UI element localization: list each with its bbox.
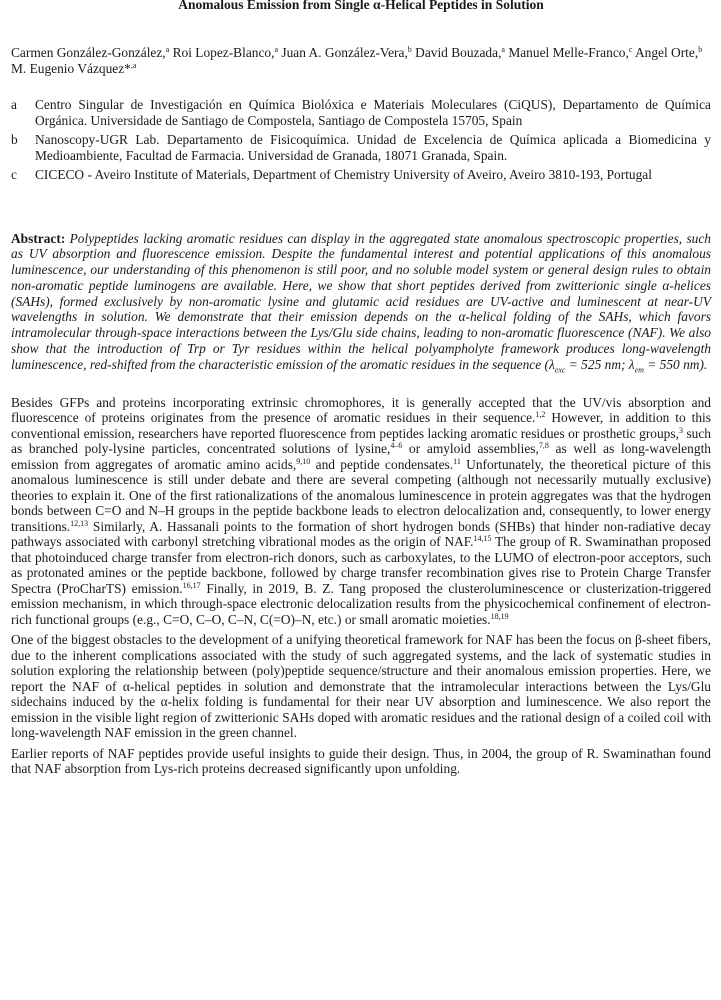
- citation: 18,19: [490, 611, 509, 621]
- citation: 16,17: [182, 580, 201, 590]
- affiliation-item: [11, 97, 711, 128]
- affiliation-label: c: [11, 167, 17, 182]
- affiliation-text: Nanoscopy-UGR Lab. Departamento de Fisicoquímica. Unidad de Excelencia de Química aplicada a Biomedicina y Medioambiente, Facultad de Farmacia. Universidad de Granada, 18071 Granada, Spain.: [35, 132, 711, 163]
- author: M. Eugenio Vázquez*$^{,a}$: [11, 61, 137, 76]
- paragraph-text: Besides GFPs and proteins incorporating extrinsic chromophores, it is generally accepted that the UV/vis absorption and fluorescence of proteins originates from the presence of aromatic residues in their sequence.: [11, 394, 711, 426]
- affiliation-item: [11, 167, 711, 183]
- author-list: [11, 45, 711, 77]
- abstract: Abstract: Polypeptides lacking aromatic residues can display in the aggregated state anomalous spectroscopic properties, such as UV absorption and fluorescence emission. Despite the fundamental interest and potential applications of this anomalous luminescence, our understanding of this phenomenon is still poor, and no soluble model system or general design rules to obtain non-aromatic peptide luminogens are available. Here, we show that short peptides derived from zwitterionic single α-helices (SAHs), formed exclusively by non-aromatic lysine and glutamic acid residues are UV-active and luminescent at near-UV wavelengths in solution. We demonstrate that their emission depends on the α-helical folding of the SAHs, which favors intramolecular through-space interactions between the Lys/Glu side chains, leading to non-aromatic fluorescence (NAF). We also show that the introduction of Trp or Tyr residues within the helical polyampholyte framework produces long-wavelength luminescence, red-shifted from the characteristic emission of the aromatic residues in the sequence ($\lambda_{exc} = 525$ nm; $\lambda_{em} = 550$ nm).: [11, 230, 711, 375]
- affiliation-list: [11, 97, 711, 183]
- affiliation-label: b: [11, 132, 18, 147]
- paragraph-text: as well as long-wavelength emission from aggregates of aromatic amino acids,: [11, 441, 711, 472]
- citation: 12,13: [70, 518, 89, 528]
- body-paragraph-3: Earlier reports of NAF peptides provide useful insights to guide their design. Thus, in 2004, the group of R. Swaminathan found that NAF absorption from Lys-rich proteins decreased significantly upon unfolding.: [11, 745, 711, 777]
- affiliation-text: Centro Singular de Investigación en Química Biolóxica e Materiais Moleculares (CiQUS), Departamento de Química Orgánica. Universidade de Santiago de Compostela, Santiago de Compostela 15705, Spain: [35, 97, 711, 128]
- affiliation-label: a: [11, 97, 17, 112]
- citation: 1,2: [535, 410, 546, 420]
- citation: 14,15: [473, 534, 492, 544]
- paragraph-text: and peptide condensates.: [310, 456, 454, 472]
- citation: 7,8: [538, 441, 549, 451]
- author: Carmen González-González,$^a$: [11, 45, 170, 60]
- author: Angel Orte,$^b$: [632, 45, 703, 60]
- affiliation-item: [11, 132, 711, 163]
- author: David Bouzada,$^a$: [411, 45, 505, 60]
- paragraph-text: such as branched poly-lysine particles, concentrated solutions of lysine,: [11, 425, 711, 457]
- paragraph-text: The group of R. Swaminathan proposed that photoinduced charge transfer from electron-rich donors, such as carboxylates, to the LUMO of electron-poor acceptors, such as protonated amines or the peptide backbone, followed by charge transfer recombination gives rise to Protein Charge Transfer Spectra (ProCharTS) emission.: [11, 534, 711, 596]
- paragraph-text: Finally, in 2019, B. Z. Tang proposed the clusteroluminescence or clusterization-triggered emission mechanism, in which through-space electronic delocalization results from the physicochemical confinement of electron-rich functional groups (e.g., C=O, C–O, C–N, C(=O)–N, etc.) or small aromatic moieties.: [11, 580, 712, 627]
- body-paragraph-1: [11, 395, 711, 628]
- author: Roi Lopez-Blanco,$^a$: [169, 45, 279, 60]
- citation: 9,10: [296, 456, 311, 466]
- citation: 3: [678, 425, 683, 435]
- body-paragraph-2: One of the biggest obstacles to the development of a unifying theoretical framework for NAF has been the focus on β-sheet fibers, due to the inherent complications associated with the study of such aggregated systems, and the lack of systematic studies in solution exploring the relationship between (poly)peptide sequence/structure and their anomalous emission properties. Here, we report the NAF of α-helical peptides in solution and demonstrate that the intramolecular interactions between the Lys/Glu sidechains induced by the α-helix folding is fundamental for their near UV absorption and luminescence. We also report the emission in the visible light region of zwitterionic SAHs doped with aromatic residues and the rational design of a coiled coil with long-wavelength NAF emission in the green channel.: [11, 632, 711, 741]
- affiliation-text: CICECO - Aveiro Institute of Materials, Department of Chemistry University of Aveiro, Aveiro 3810-193, Portugal: [35, 167, 652, 182]
- paragraph-text: Similarly, A. Hassanali points to the formation of short hydrogen bonds (SHBs) that hinder non-radiative decay pathways associated with carbonyl stretching vibrational modes as the origin of NAF.: [11, 518, 711, 550]
- paragraph-text: However, in addition to this conventional emission, researchers have reported fluorescence from peptides lacking aromatic residues or prosthetic groups,: [11, 410, 711, 441]
- author: Juan A. González-Vera,$^b$: [278, 45, 412, 60]
- paragraph-text: or amyloid assemblies,: [402, 441, 539, 457]
- abstract-label: Abstract: [11, 230, 61, 246]
- paragraph-text: Unfortunately, the theoretical picture of this anomalous luminescence is still under debate and there are several competing (although not necessarily mutually exclusive) theories to explain it. One of the first rationalizations of the anomalous luminescence in protein aggregates was that the hydrogen bonds between C=O and N–H groups in the peptide backbone leads to electron delocalization and, consequently, to lower energy transitions.: [11, 456, 711, 534]
- paper-title: Anomalous Emission from Single α-Helical Peptides in Solution: [178, 0, 544, 12]
- author: Manuel Melle-Franco,$^c$: [504, 45, 633, 60]
- citation: 4–6: [390, 441, 403, 451]
- abstract-body: Polypeptides lacking aromatic residues can display in the aggregated state anomalous spectroscopic properties, such as UV absorption and fluorescence emission. Despite the fundamental interest and potential applications of this anomalous luminescence, our understanding of this phenomenon is still poor, and no soluble model system or general design rules to obtain non-aromatic peptide luminogens are available. Here, we show that short peptides derived from zwitterionic single α-helices (SAHs), formed exclusively by non-aromatic lysine and glutamic acid residues are UV-active and luminescent at near-UV wavelengths in solution. We demonstrate that their emission depends on the α-helical folding of the SAHs, which favors intramolecular through-space interactions between the Lys/Glu side chains, leading to non-aromatic fluorescence (NAF). We also show that the introduction of Trp or Tyr residues within the helical polyampholyte framework produces long-wavelength luminescence, red-shifted from the characteristic emission of the aromatic residues in the sequence ($\lambda_{exc} = 525$ nm; $\lambda_{em} = 550$ nm).: [11, 230, 711, 375]
- citation: 11: [453, 456, 461, 466]
